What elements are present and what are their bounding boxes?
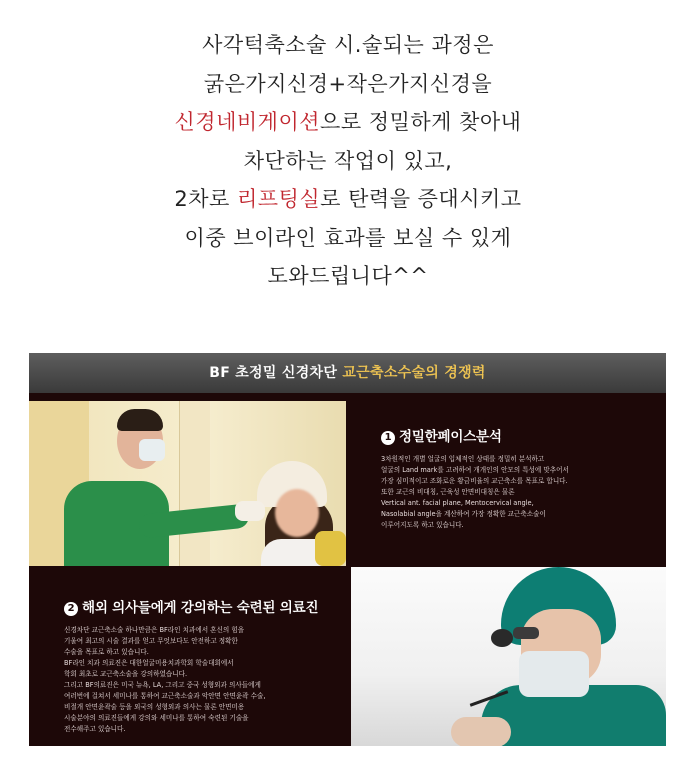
- intro-line-5: [0, 180, 696, 219]
- intro-line-4: 차단하는 작업이 있고,: [243, 148, 453, 173]
- section-2-line: 그리고 BF의료진은 미국 뉴욕, LA, 그리고 중국 성형외과 의사들에게: [64, 681, 261, 689]
- section-2-title: [64, 596, 354, 616]
- section-2-title-text: 해외 의사들에게 강의하는 숙련된 의료진: [82, 600, 319, 616]
- section-1-line: 3차원적인 개별 얼굴의 입체적인 상태를 정밀히 분석하고: [381, 455, 545, 463]
- section-2-body: [64, 625, 354, 735]
- section-1-title: [381, 425, 651, 445]
- highlight-lifting-thread: 리프팅실: [237, 187, 321, 211]
- section-1-line: 얼굴의 Land mark를 고려하여 개개인의 안모의 특성에 맞추어서: [381, 466, 569, 474]
- intro-line-3: [0, 103, 696, 142]
- section-1-line: 또한 교근의 비대칭, 근육성 안면비대칭은 물론: [381, 488, 515, 496]
- section-2-number: 2: [64, 602, 78, 616]
- section-2-line: 기울여 최고의 시술 결과를 얻고 무엇보다도 안전하고 정확한: [64, 637, 238, 645]
- section-1-line: 이루어지도록 하고 있습니다.: [381, 521, 464, 529]
- section-face-analysis: [381, 425, 651, 531]
- feature-panel: [29, 353, 666, 746]
- banner-highlight: 교근축소수술의 경쟁력: [342, 365, 486, 381]
- section-1-number: 1: [381, 431, 395, 445]
- intro-line-6: 이중 브이라인 효과를 보실 수 있게: [184, 225, 512, 250]
- section-2-line: 학회 최초로 교근축소술을 강의하였습니다.: [64, 670, 188, 678]
- section-2-line: 여러번에 걸쳐서 세미나를 통하여 교근축소술과 악안면 안면윤곽 수술,: [64, 692, 266, 700]
- section-2-line: 수술을 목표로 하고 있습니다.: [64, 648, 149, 656]
- section-1-title-text: 정밀한페이스분석: [399, 429, 502, 445]
- intro-line-2: 굵은가지신경+작은가지신경을: [203, 71, 493, 96]
- highlight-nerve-navigation: 신경네비게이션: [174, 110, 321, 134]
- section-2-line: 신경차단 교근축소술 하나만큼은 BF라인 치과에서 혼신의 힘을: [64, 626, 245, 634]
- section-2-line: BF라인 치과 의료진은 대한얼굴미용치과학회 학술대회에서: [64, 659, 234, 667]
- panel-banner: [29, 353, 666, 393]
- section-skilled-staff: [64, 596, 354, 735]
- intro-line-1: 사각턱축소술 시.술되는 과정은: [202, 33, 494, 57]
- intro-line-5-pre: 2차로: [174, 187, 237, 211]
- intro-line-5-post: 로 탄력을 증대시키고: [320, 187, 522, 211]
- section-2-line: 비절개 안면윤곽술 등을 외국의 성형외과 의사는 물론 안면미용: [64, 703, 245, 711]
- section-1-line: Vertical ant. facial plane, Mentocervical angle,: [381, 499, 534, 507]
- section-1-line: Nasolabial angle을 계산하여 가장 정확한 교근축소술이: [381, 510, 546, 518]
- intro-text: [0, 26, 696, 296]
- consultation-photo: [29, 401, 346, 566]
- surgeon-photo: [351, 567, 666, 746]
- banner-prefix: BF 초정밀 신경차단: [209, 365, 343, 381]
- section-2-line: 시술분야의 의료진들에게 강의와 세미나를 통하여 숙련된 기술을: [64, 714, 249, 722]
- section-2-line: 전수해주고 있습니다.: [64, 725, 126, 733]
- section-1-line: 가장 심미적이고 조화로운 황금비율의 교근축소를 목표로 합니다.: [381, 477, 568, 485]
- intro-line-3-rest: 으로 정밀하게 찾아내: [320, 110, 522, 134]
- section-1-body: [381, 454, 651, 531]
- intro-line-7: 도와드립니다^^: [267, 264, 429, 288]
